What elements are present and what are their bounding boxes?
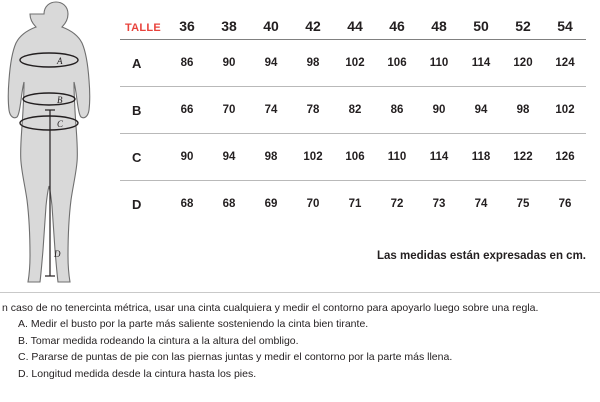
cell-d-48: 73 bbox=[432, 198, 446, 210]
cell-c-44: 106 bbox=[345, 151, 365, 163]
cell-d-40: 69 bbox=[264, 198, 278, 210]
column-header-46: 46 bbox=[389, 18, 405, 34]
cell-a-38: 90 bbox=[222, 57, 236, 69]
list-item: B. Tomar medida rodeando la cintura a la altura del ombligo. bbox=[18, 334, 299, 347]
column-header-36: 36 bbox=[179, 18, 195, 34]
list-item: A. Medir el busto por la parte más saliente sosteniendo la cinta bien tirante. bbox=[18, 318, 369, 330]
cell-a-46: 106 bbox=[387, 57, 407, 69]
cell-c-48: 114 bbox=[429, 151, 449, 163]
column-header-40: 40 bbox=[263, 18, 279, 34]
size-table-header-row bbox=[120, 0, 586, 40]
cell-b-44: 82 bbox=[348, 104, 362, 116]
cell-c-40: 98 bbox=[264, 151, 278, 163]
cell-a-40: 94 bbox=[264, 57, 278, 69]
cell-a-48: 110 bbox=[429, 57, 449, 69]
figure-label-b: B bbox=[57, 95, 63, 105]
cell-d-54: 76 bbox=[558, 198, 572, 210]
instructions-intro: n caso de no tenercinta métrica, usar una cinta cualquiera y medir el contorno para apoyarlo luego sobre una regla. bbox=[2, 302, 539, 314]
figure-label-d: D bbox=[54, 249, 61, 259]
cell-b-52: 98 bbox=[516, 104, 530, 116]
cell-d-42: 70 bbox=[306, 198, 320, 210]
table-row bbox=[120, 87, 586, 134]
cell-c-46: 110 bbox=[387, 151, 407, 163]
row-label-a: A bbox=[132, 55, 142, 71]
cell-a-54: 124 bbox=[555, 57, 575, 69]
size-table-body bbox=[120, 40, 586, 228]
cell-d-50: 74 bbox=[474, 198, 488, 210]
cell-d-44: 71 bbox=[348, 198, 362, 210]
cell-a-50: 114 bbox=[471, 57, 491, 69]
cell-a-44: 102 bbox=[345, 57, 365, 69]
cell-b-48: 90 bbox=[432, 104, 446, 116]
list-item: C. Pararse de puntas de pie con las piernas juntas y medir el contorno por la parte más llena. bbox=[18, 351, 453, 363]
table-corner-label: TALLE bbox=[124, 22, 162, 34]
cell-a-52: 120 bbox=[513, 57, 533, 69]
cell-c-42: 102 bbox=[303, 151, 323, 163]
column-header-48: 48 bbox=[431, 18, 447, 34]
cell-d-38: 68 bbox=[222, 198, 236, 210]
column-header-44: 44 bbox=[347, 18, 363, 34]
cell-c-54: 126 bbox=[555, 151, 575, 163]
instructions-list bbox=[0, 316, 600, 382]
size-table-head bbox=[120, 0, 586, 40]
column-header-52: 52 bbox=[515, 18, 531, 34]
cell-c-52: 122 bbox=[513, 151, 533, 163]
table-row bbox=[120, 40, 586, 87]
cell-b-36: 66 bbox=[180, 104, 194, 116]
section-divider bbox=[0, 292, 600, 293]
body-figure-icon bbox=[0, 0, 116, 290]
units-note: Las medidas están expresadas en cm. bbox=[376, 250, 586, 262]
cell-b-38: 70 bbox=[222, 104, 236, 116]
table-row bbox=[120, 181, 586, 228]
size-table-container bbox=[116, 0, 600, 262]
column-header-42: 42 bbox=[305, 18, 321, 34]
row-label-b: B bbox=[132, 102, 142, 118]
instructions-section bbox=[0, 300, 600, 382]
cell-c-38: 94 bbox=[222, 151, 236, 163]
row-label-c: C bbox=[132, 149, 142, 165]
body-figure-panel bbox=[0, 0, 116, 290]
cell-b-40: 74 bbox=[264, 104, 278, 116]
figure-label-c: C bbox=[57, 119, 64, 129]
cell-d-52: 75 bbox=[516, 198, 530, 210]
cell-b-46: 86 bbox=[390, 104, 404, 116]
table-row bbox=[120, 134, 586, 181]
cell-b-42: 78 bbox=[306, 104, 320, 116]
size-table bbox=[120, 0, 586, 227]
column-header-54: 54 bbox=[557, 18, 573, 34]
column-header-50: 50 bbox=[473, 18, 489, 34]
cell-a-36: 86 bbox=[180, 57, 194, 69]
cell-c-36: 90 bbox=[180, 151, 194, 163]
cell-d-46: 72 bbox=[390, 198, 404, 210]
cell-d-36: 68 bbox=[180, 198, 194, 210]
cell-c-50: 118 bbox=[471, 151, 491, 163]
column-header-38: 38 bbox=[221, 18, 237, 34]
row-label-d: D bbox=[132, 196, 142, 212]
figure-label-a: A bbox=[57, 56, 63, 66]
cell-b-54: 102 bbox=[555, 104, 575, 116]
cell-a-42: 98 bbox=[306, 57, 320, 69]
cell-b-50: 94 bbox=[474, 104, 488, 116]
list-item: D. Longitud medida desde la cintura hasta los pies. bbox=[18, 367, 257, 380]
